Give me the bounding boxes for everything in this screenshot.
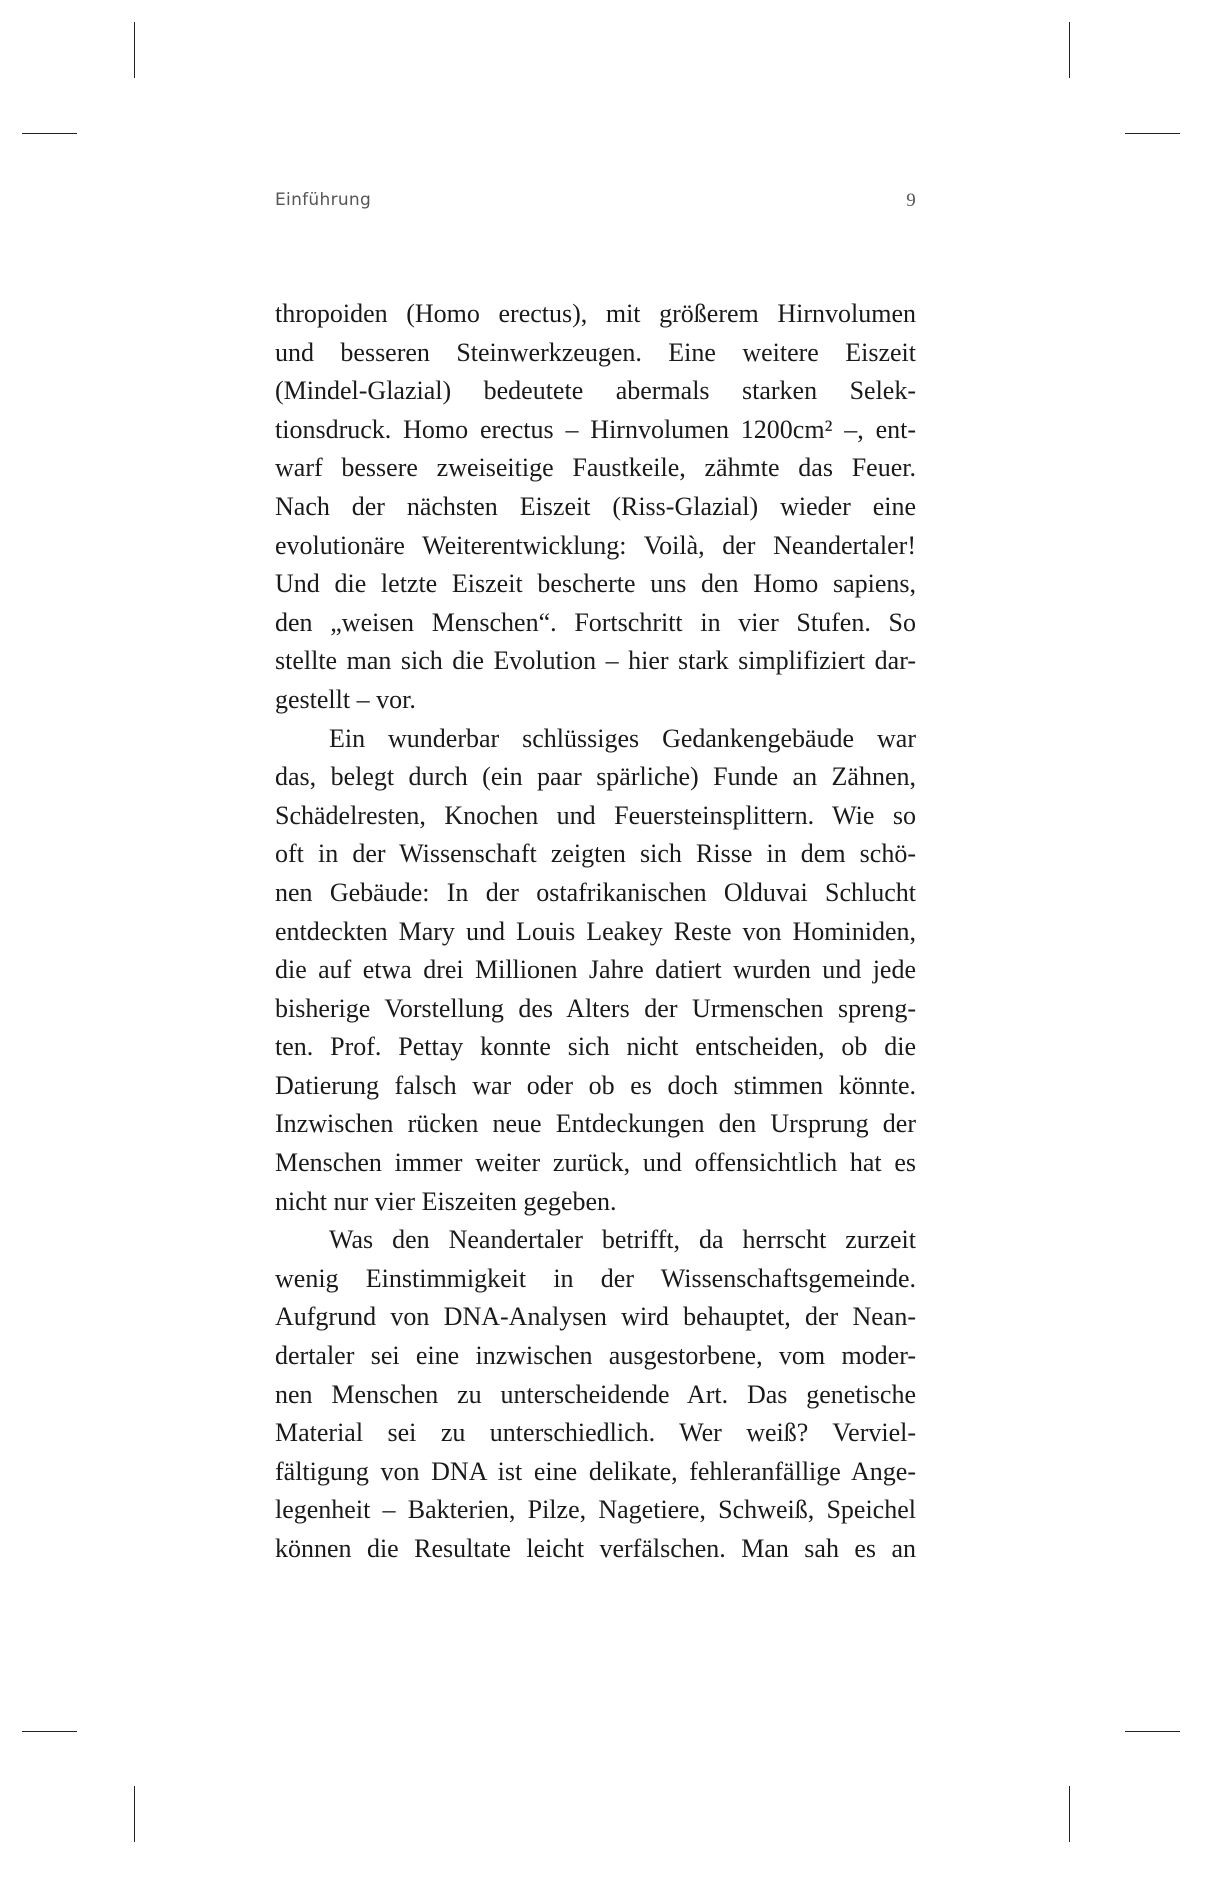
text-line: Ein wunderbar schlüssiges Gedankengebäude war bbox=[329, 723, 916, 753]
paragraph bbox=[275, 1221, 916, 1568]
text-line: entdeckten Mary und Louis Leakey Reste von Hominiden, bbox=[275, 916, 916, 946]
page-number: 9 bbox=[906, 190, 916, 211]
text-line: dertaler sei eine inzwischen ausgestorbene, vom moder- bbox=[275, 1341, 916, 1371]
text-line: ten. Prof. Pettay konnte sich nicht entscheiden, ob die bbox=[275, 1032, 916, 1062]
crop-mark-right-bottom bbox=[1125, 1731, 1180, 1732]
crop-mark-left-bottom bbox=[22, 1731, 77, 1732]
chapter-title: Einführung bbox=[275, 190, 372, 210]
crop-mark-right-top bbox=[1125, 133, 1180, 134]
text-line: Und die letzte Eiszeit bescherte uns den Homo sapiens, bbox=[275, 569, 916, 599]
text-line: evolutionäre Weiterentwicklung: Voilà, der Neandertaler! bbox=[275, 530, 916, 560]
paragraph bbox=[275, 295, 916, 720]
text-line: Nach der nächsten Eiszeit (Riss-Glazial) wieder eine bbox=[275, 491, 916, 521]
text-line: stellte man sich die Evolution – hier stark simplifiziert dar- bbox=[275, 646, 916, 676]
text-line: Schädelresten, Knochen und Feuersteinsplittern. Wie so bbox=[275, 800, 916, 830]
text-line: fältigung von DNA ist eine delikate, fehleranfällige Ange- bbox=[275, 1456, 916, 1486]
text-line: Datierung falsch war oder ob es doch stimmen könnte. bbox=[275, 1070, 916, 1100]
text-line: und besseren Steinwerkzeugen. Eine weitere Eiszeit bbox=[275, 337, 916, 367]
text-line: nen Gebäude: In der ostafrikanischen Olduvai Schlucht bbox=[275, 877, 916, 907]
running-head bbox=[275, 190, 916, 214]
text-line: bisherige Vorstellung des Alters der Urmenschen spreng- bbox=[275, 993, 916, 1023]
crop-mark-bottom-left bbox=[134, 1786, 135, 1842]
text-line: den „weisen Menschen“. Fortschritt in vier Stufen. So bbox=[275, 607, 916, 637]
text-line: warf bessere zweiseitige Faustkeile, zähmte das Feuer. bbox=[275, 453, 916, 483]
crop-mark-bottom-right bbox=[1069, 1786, 1070, 1842]
text-line: das, belegt durch (ein paar spärliche) Funde an Zähnen, bbox=[275, 762, 916, 792]
text-line: Inzwischen rücken neue Entdeckungen den Ursprung der bbox=[275, 1109, 916, 1139]
text-line: Was den Neandertaler betrifft, da herrscht zurzeit bbox=[329, 1225, 916, 1255]
text-line: können die Resultate leicht verfälschen. Man sah es an bbox=[275, 1534, 916, 1563]
text-line: (Mindel-Glazial) bedeutete abermals starken Selek- bbox=[275, 376, 916, 406]
crop-mark-left-top bbox=[22, 133, 77, 134]
text-line: Material sei zu unterschiedlich. Wer weiß? Verviel- bbox=[275, 1418, 916, 1448]
text-line: nen Menschen zu unterscheidende Art. Das genetische bbox=[275, 1379, 916, 1409]
paragraph bbox=[275, 720, 916, 1222]
text-line: legenheit – Bakterien, Pilze, Nagetiere, Schweiß, Speichel bbox=[275, 1495, 916, 1525]
text-line: gestellt – vor. bbox=[275, 684, 416, 714]
text-line: wenig Einstimmigkeit in der Wissenschaftsgemeinde. bbox=[275, 1263, 916, 1293]
text-line: tionsdruck. Homo erectus – Hirnvolumen 1200cm² –, ent- bbox=[275, 414, 916, 444]
text-line: die auf etwa drei Millionen Jahre datiert wurden und jede bbox=[275, 955, 916, 985]
text-line: Aufgrund von DNA-Analysen wird behauptet, der Nean- bbox=[275, 1302, 916, 1332]
text-line: Menschen immer weiter zurück, und offensichtlich hat es bbox=[275, 1148, 916, 1178]
text-line: oft in der Wissenschaft zeigten sich Risse in dem schö- bbox=[275, 839, 916, 869]
crop-mark-top-left bbox=[134, 22, 135, 78]
text-line: nicht nur vier Eiszeiten gegeben. bbox=[275, 1186, 617, 1216]
body-text bbox=[275, 295, 916, 1569]
crop-mark-top-right bbox=[1069, 22, 1070, 78]
text-line: thropoiden (Homo erectus), mit größerem Hirnvolumen bbox=[275, 299, 916, 328]
